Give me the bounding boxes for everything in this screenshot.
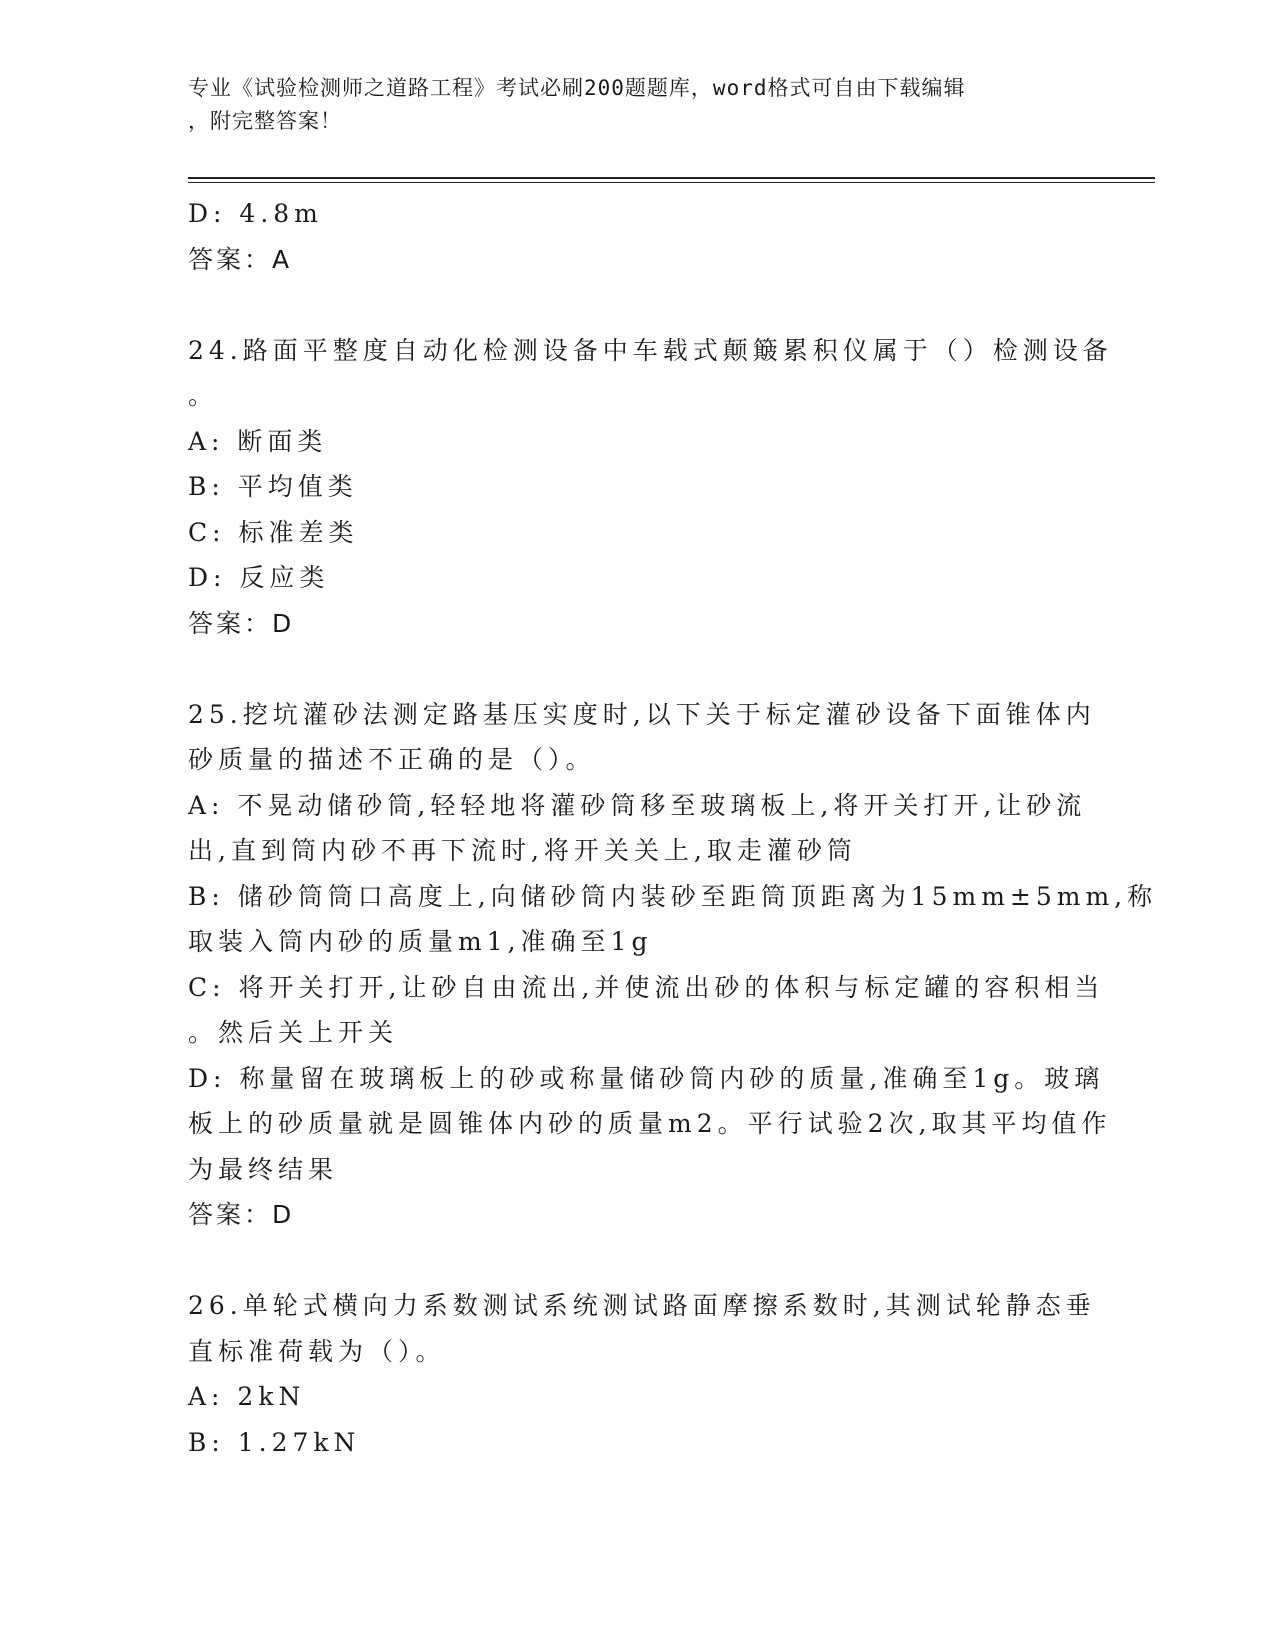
option-d-line-1: D: 称量留在玻璃板上的砂或称量储砂筒内砂的质量,准确至1g。玻璃 <box>188 1063 1105 1093</box>
option-a: A: 断面类 <box>188 426 328 456</box>
prev-option-d: D: 4.8m <box>188 199 323 228</box>
question-stem-line: 26.单轮式横向力系数测试系统测试路面摩擦系数时,其测试轮静态垂 <box>188 1291 1096 1320</box>
option-b: B: 平均值类 <box>188 472 358 501</box>
question-24 <box>188 328 1113 647</box>
question-stem-line: 直标准荷载为（）。 <box>188 1336 446 1366</box>
prev-answer: 答案：A <box>188 244 293 274</box>
option-d-line-2: 板上的砂质量就是圆锥体内砂的质量m2。平行试验2次,取其平均值作 <box>188 1109 1112 1138</box>
header-line-2: ，附完整答案！ <box>188 109 342 133</box>
option-a-line-1: A: 不晃动储砂筒,轻轻地将灌砂筒移至玻璃板上,将开关打开,让砂流 <box>188 790 1087 820</box>
question-stem-line: 砂质量的描述不正确的是（）。 <box>188 745 596 774</box>
spacer <box>188 1238 1088 1284</box>
spacer <box>188 282 1088 328</box>
question-26 <box>188 1283 1096 1465</box>
option-d-line-3: 为最终结果 <box>188 1154 339 1184</box>
spacer <box>188 646 1088 692</box>
option-b-line-1: B: 储砂筒筒口高度上,向储砂筒内装砂至距筒顶距离为15mm±5mm,称 <box>188 881 1158 911</box>
question-stem-line: 24.路面平整度自动化检测设备中车载式颠簸累积仪属于（）检测设备 <box>188 335 1113 365</box>
question-stem-line: 。 <box>188 381 219 410</box>
option-c: C: 标准差类 <box>188 517 359 547</box>
question-stem-line: 25.挖坑灌砂法测定路基压实度时,以下关于标定灌砂设备下面锥体内 <box>188 699 1096 729</box>
header-divider-thin <box>188 182 1155 183</box>
option-b: B: 1.27kN <box>188 1427 361 1457</box>
answer: 答案：D <box>188 1200 295 1229</box>
document-header <box>188 72 1078 138</box>
option-c-line-2: 。然后关上开关 <box>188 1018 399 1047</box>
option-d: D: 反应类 <box>188 563 330 592</box>
header-line-1: 专业《试验检测师之道路工程》考试必刷200题题库，word格式可自由下载编辑 <box>188 76 966 100</box>
option-c-line-1: C: 将开关打开,让砂自由流出,并使流出砂的体积与标定罐的容积相当 <box>188 972 1105 1002</box>
answer: 答案：D <box>188 608 295 638</box>
document-body <box>188 191 1158 1465</box>
question-25 <box>188 692 1158 1238</box>
option-a-line-2: 出,直到筒内砂不再下流时,将开关关上,取走灌砂筒 <box>188 836 857 865</box>
option-a: A: 2kN <box>188 1382 306 1411</box>
header-divider-thick <box>188 177 1155 179</box>
option-b-line-2: 取装入筒内砂的质量m1,准确至1g <box>188 927 653 956</box>
